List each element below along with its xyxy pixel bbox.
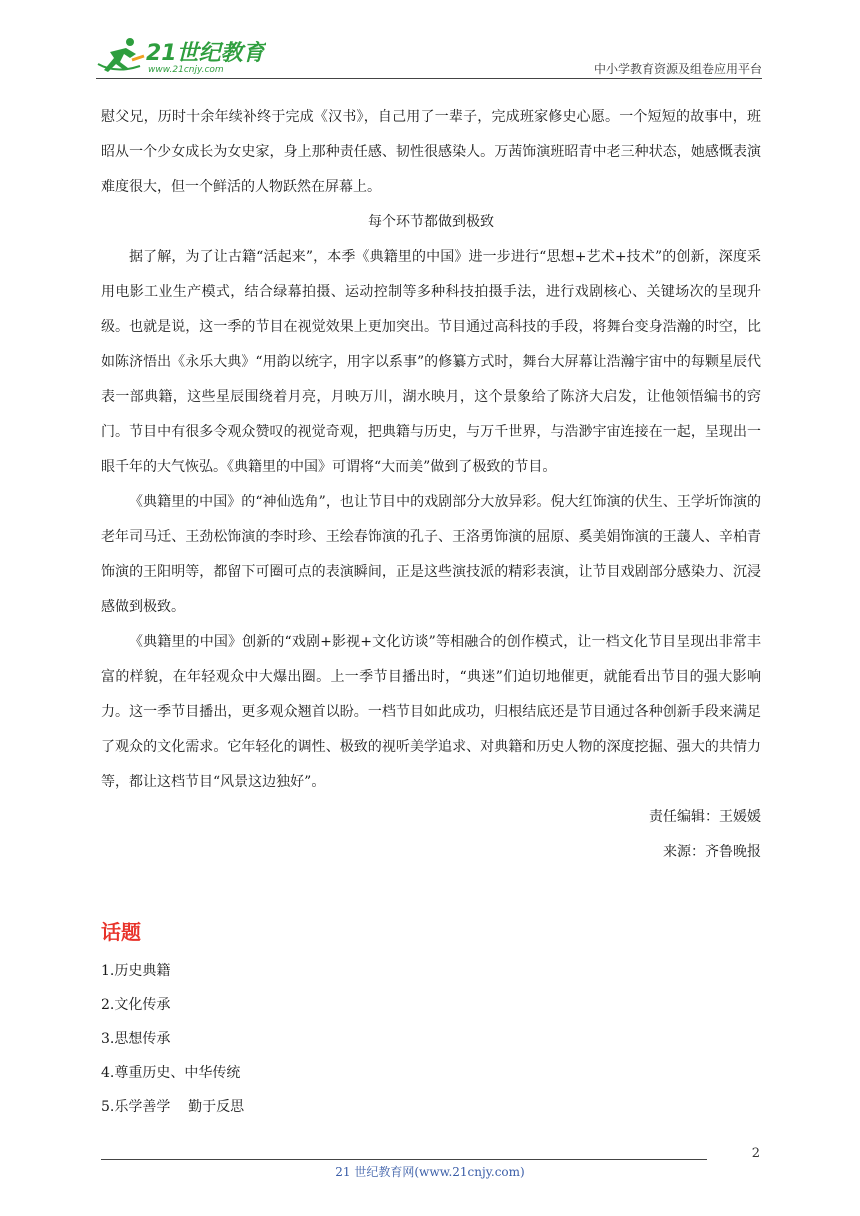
- source-credit: 来源：齐鲁晚报: [663, 844, 761, 860]
- page-header: [96, 30, 762, 78]
- topics-list: [101, 954, 244, 1124]
- platform-name: 中小学教育资源及组卷应用平台: [593, 62, 762, 76]
- topic-item: 4.尊重历史、中华传统: [101, 1065, 241, 1081]
- logo-url: www.21cnjy.com: [148, 65, 224, 75]
- logo-text: 21世纪教育: [146, 41, 265, 66]
- editor-credit: 责任编辑：王媛媛: [649, 809, 761, 825]
- running-figure-icon: [98, 38, 144, 72]
- footer-divider: [101, 1159, 707, 1160]
- topics-heading: 话题: [101, 920, 141, 944]
- article-paragraph: 据了解，为了让古籍“活起来”，本季《典籍里的中国》进一步进行“思想+艺术+技术”的创新，深度采用电影工业生产模式，结合绿幕拍摄、运动控制等多种科技拍摄手法，进行戏剧核心、关键场次的呈现升级。也就是说，这一季的节目在视觉效果上更加突出。节目通过高科技的手段，将舞台变身浩瀚的时空，比如陈济悟出《永乐大典》“用韵以统字，用字以系事”的修纂方式时，舞台大屏幕让浩瀚宇宙中的每颗星辰代表一部典籍，这些星辰围绕着月亮，月映万川，湖水映月，这个景象给了陈济大启发，让他领悟编书的窍门。节目中有很多令观众赞叹的视觉奇观，把典籍与历史，与万千世界，与浩渺宇宙连接在一起，呈现出一眼千年的大气恢弘。《典籍里的中国》可谓将“大而美”做到了极致的节目。: [101, 249, 761, 475]
- article-paragraph: 《典籍里的中国》的“神仙选角”，也让节目中的戏剧部分大放异彩。倪大红饰演的伏生、王学圻饰演的老年司马迁、王劲松饰演的李时珍、王绘春饰演的孔子、王洛勇饰演的屈原、奚美娟饰演的王蘐人、辛柏青饰演的王阳明等，都留下可圈可点的表演瞬间，正是这些演技派的精彩表演，让节目戏剧部分感染力、沉浸感做到极致。: [101, 494, 761, 615]
- page-number: 2: [751, 1146, 760, 1161]
- article-paragraph: 慰父兄，历时十余年续补终于完成《汉书》，自己用了一辈子，完成班家修史心愿。一个短短的故事中，班昭从一个少女成长为女史家，身上那种责任感、韧性很感染人。万茜饰演班昭青中老三种状态，她感慨表演难度很大，但一个鲜活的人物跃然在屏幕上。: [101, 109, 761, 195]
- topic-item: 3.思想传承: [101, 1031, 171, 1047]
- site-logo: [96, 34, 266, 76]
- article-paragraph: 《典籍里的中国》创新的“戏剧+影视+文化访谈”等相融合的创作模式，让一档文化节目呈现出非常丰富的样貌，在年轻观众中大爆出圈。上一季节目播出时，“典迷”们迫切地催更，就能看出节目的强大影响力。这一季节目播出，更多观众翘首以盼。一档节目如此成功，归根结底还是节目通过各种创新手段来满足了观众的文化需求。它年轻化的调性、极致的视听美学追求、对典籍和历史人物的深度挖掘、强大的共情力等，都让这档节目“风景这边独好”。: [101, 634, 761, 790]
- topic-item: 5.乐学善学 勤于反思: [101, 1099, 245, 1115]
- topic-item: 2.文化传承: [101, 997, 171, 1013]
- header-divider: [96, 78, 762, 79]
- footer-site-link[interactable]: 21 世纪教育网(www.21cnjy.com): [335, 1165, 525, 1179]
- section-subheading: 每个环节都做到极致: [368, 214, 494, 230]
- topic-item: 1.历史典籍: [101, 963, 171, 979]
- article-body: [101, 100, 761, 870]
